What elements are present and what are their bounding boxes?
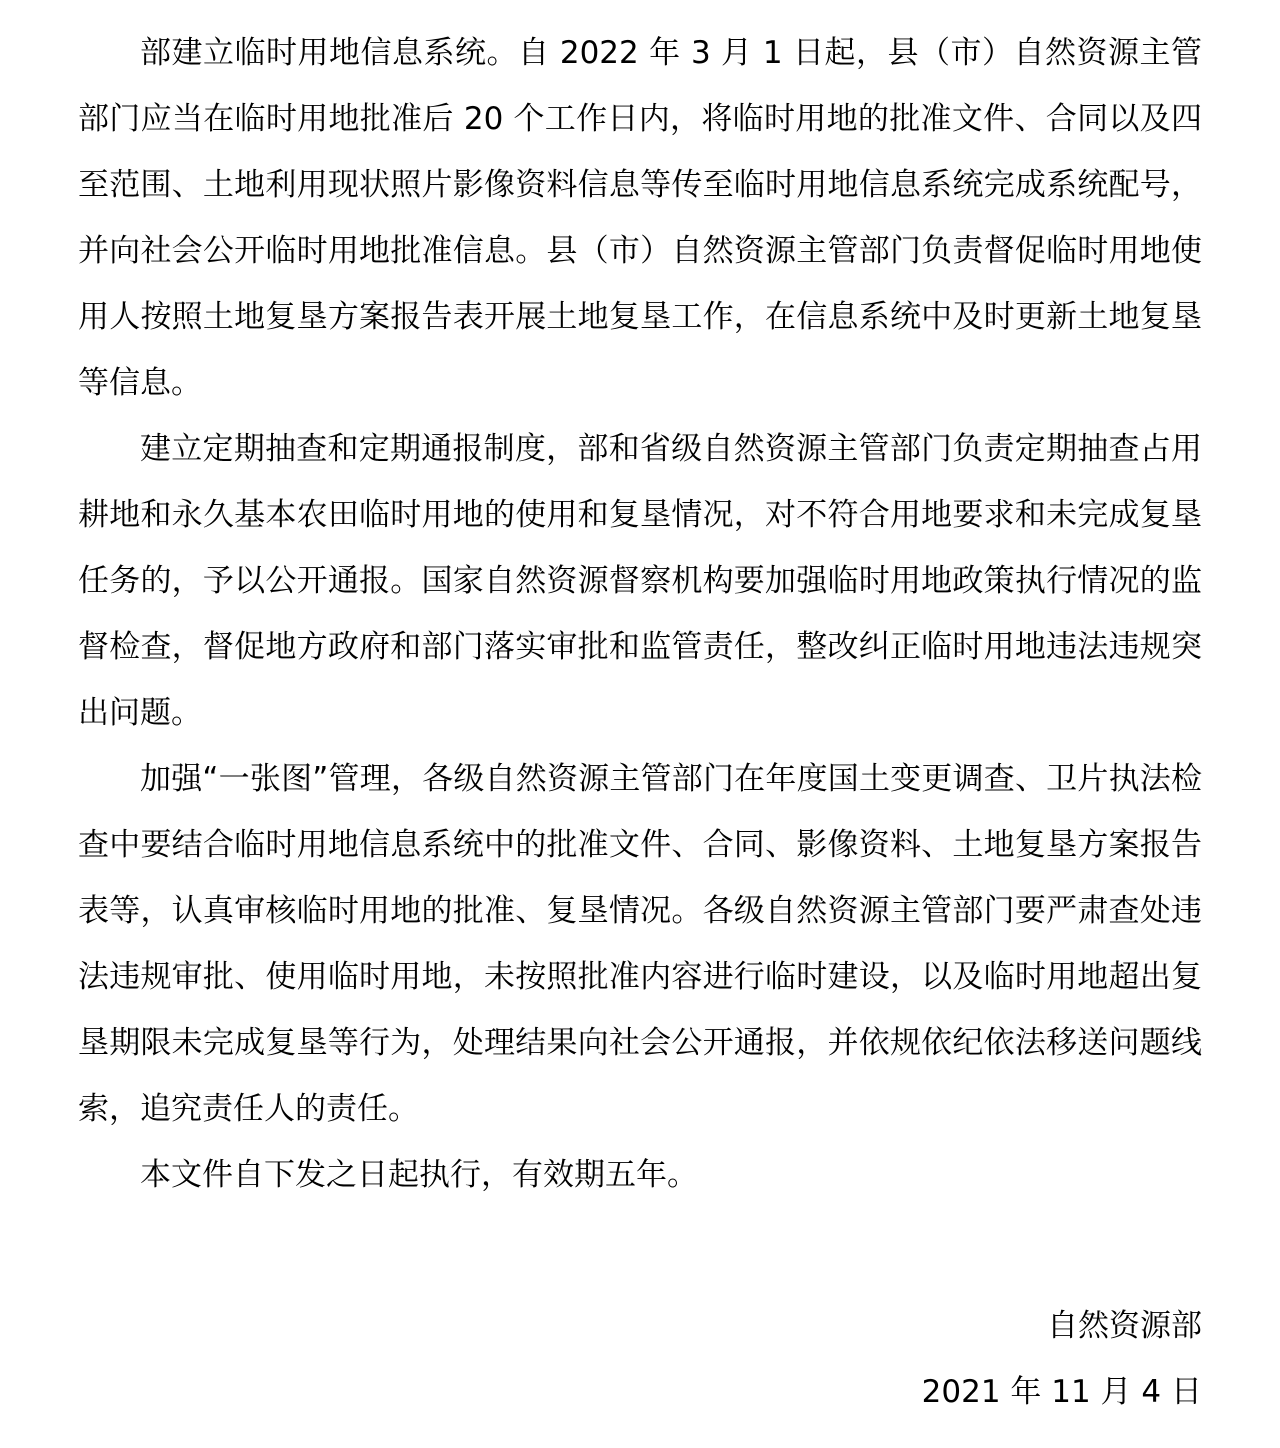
paragraph-one-map-management: 加强“一张图”管理，各级自然资源主管部门在年度国土变更调查、卫片执法检查中要结合临时用地信息系统中的批准文件、合同、影像资料、土地复垦方案报告表等，认真审核临时用地的批准、复垦情况。各级自然资源主管部门要严肃查处违法违规审批、使用临时用地，未按照批准内容进行临时建设，以及临时用地超出复垦期限未完成复垦等行为，处理结果向社会公开通报，并依规依纪依法移送问题线索，追究责任人的责任。: [78, 761, 1202, 1127]
paragraph-effective-date: 本文件自下发之日起执行，有效期五年。: [140, 1157, 698, 1193]
document-body: [78, 20, 1202, 1208]
paragraph-information-system: 部建立临时用地信息系统。自 2022 年 3 月 1 日起，县（市）自然资源主管部门应当在临时用地批准后 20 个工作日内，将临时用地的批准文件、合同以及四至范围、土地利用现状照片影像资料信息等传至临时用地信息系统完成系统配号，并向社会公开临时用地批准信息。县（市）自然资源主管部门负责督促临时用地使用人按照土地复垦方案报告表开展土地复垦工作，在信息系统中及时更新土地复垦等信息。: [78, 35, 1202, 401]
signature-date: 2021 年 11 月 4 日: [921, 1374, 1202, 1410]
signature-organization: 自然资源部: [1047, 1308, 1202, 1344]
paragraph-inspection-system: 建立定期抽查和定期通报制度，部和省级自然资源主管部门负责定期抽查占用耕地和永久基本农田临时用地的使用和复垦情况，对不符合用地要求和未完成复垦任务的，予以公开通报。国家自然资源督察机构要加强临时用地政策执行情况的监督检查，督促地方政府和部门落实审批和监管责任，整改纠正临时用地违法违规突出问题。: [78, 431, 1202, 731]
